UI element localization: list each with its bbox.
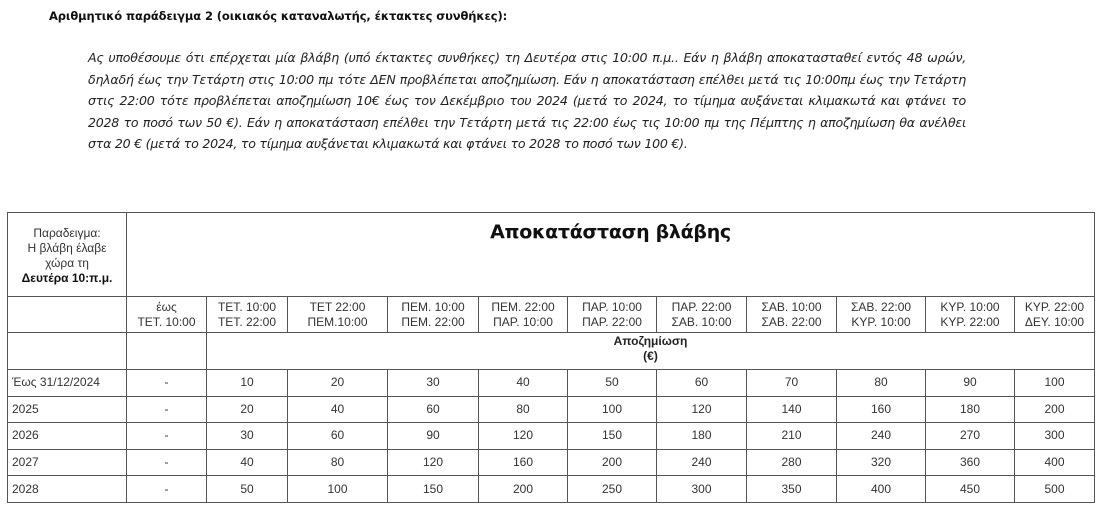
unit-label: Αποζημίωση (613, 334, 688, 348)
compensation-value: 90 (926, 370, 1015, 397)
period-header-cell (657, 297, 747, 333)
compensation-value: 40 (288, 396, 388, 423)
compensation-value: - (127, 476, 207, 503)
compensation-value: 160 (479, 449, 568, 476)
compensation-value: 210 (747, 423, 837, 450)
compensation-value: 320 (837, 449, 926, 476)
table-row (8, 396, 1095, 423)
compensation-value: 180 (657, 423, 747, 450)
period-from: ΠΕΜ. 10:00 (401, 299, 465, 314)
compensation-value: 360 (926, 449, 1015, 476)
compensation-value: 240 (657, 449, 747, 476)
corner-line: Η βλάβη έλαβε (27, 240, 107, 255)
empty-cell (8, 333, 127, 370)
compensation-value: 140 (747, 396, 837, 423)
compensation-value: 100 (288, 476, 388, 503)
period-header-cell (388, 297, 479, 333)
period-to: ΣΑΒ. 22:00 (761, 314, 822, 329)
row-label: Έως 31/12/2024 (8, 370, 127, 397)
compensation-value: 150 (568, 423, 657, 450)
compensation-value: 120 (657, 396, 747, 423)
table-header-row (8, 213, 1095, 297)
period-from: ΣΑΒ. 22:00 (850, 299, 912, 314)
empty-cell (127, 333, 207, 370)
compensation-value: 200 (568, 449, 657, 476)
compensation-value: 400 (1015, 449, 1095, 476)
compensation-value: 200 (479, 476, 568, 503)
compensation-value: 200 (1015, 396, 1095, 423)
period-to: ΠΑΡ. 22:00 (582, 314, 642, 329)
row-label: 2026 (8, 423, 127, 450)
compensation-value: 450 (926, 476, 1015, 503)
compensation-value: 30 (388, 370, 479, 397)
compensation-value: - (127, 370, 207, 397)
compensation-value: 80 (837, 370, 926, 397)
compensation-value: 10 (207, 370, 288, 397)
period-header-cell (747, 297, 837, 333)
compensation-value: 300 (657, 476, 747, 503)
period-header-cell (207, 297, 288, 333)
corner-line: Παραδειγμα: (33, 225, 101, 240)
compensation-table (7, 212, 1095, 503)
period-header-cell (926, 297, 1015, 333)
unit-row (8, 333, 1095, 370)
compensation-value: 30 (207, 423, 288, 450)
compensation-value: 270 (926, 423, 1015, 450)
compensation-value: 50 (568, 370, 657, 397)
compensation-value: 40 (207, 449, 288, 476)
period-to: ΠΑΡ. 10:00 (493, 314, 553, 329)
compensation-value: 60 (288, 423, 388, 450)
section-heading: Αριθμητικό παράδειγμα 2 (οικιακός καταναλωτής, έκτακτες συνθήκες): (49, 9, 508, 23)
corner-line-bold: Δευτέρα 10:π.μ. (21, 270, 113, 285)
compensation-value: 90 (388, 423, 479, 450)
period-to: ΠΕΜ. 22:00 (401, 314, 465, 329)
period-to: ΚΥΡ. 10:00 (851, 314, 911, 329)
compensation-value: 70 (747, 370, 837, 397)
table-row (8, 423, 1095, 450)
compensation-value: 20 (288, 370, 388, 397)
corner-line: χώρα τη (45, 255, 89, 270)
period-from: έως (156, 299, 177, 314)
compensation-value: 80 (288, 449, 388, 476)
period-header-cell (837, 297, 926, 333)
compensation-value: 250 (568, 476, 657, 503)
period-from: ΠΕΜ. 22:00 (491, 299, 555, 314)
table-row (8, 370, 1095, 397)
compensation-value: 20 (207, 396, 288, 423)
compensation-value: 100 (568, 396, 657, 423)
compensation-value: 40 (479, 370, 568, 397)
row-label: 2025 (8, 396, 127, 423)
compensation-value: 60 (388, 396, 479, 423)
compensation-value: 150 (388, 476, 479, 503)
period-to: ΚΥΡ. 22:00 (940, 314, 1000, 329)
compensation-value: 100 (1015, 370, 1095, 397)
compensation-value: 120 (388, 449, 479, 476)
compensation-value: 500 (1015, 476, 1095, 503)
period-header-cell (479, 297, 568, 333)
period-to: ΣΑΒ. 10:00 (671, 314, 732, 329)
compensation-value: - (127, 396, 207, 423)
compensation-value: 240 (837, 423, 926, 450)
period-from: ΤΕΤ 22:00 (309, 299, 366, 314)
period-header-cell (568, 297, 657, 333)
compensation-value: 280 (747, 449, 837, 476)
period-to: ΤΕΤ. 22:00 (217, 314, 277, 329)
compensation-value: 80 (479, 396, 568, 423)
compensation-value: 300 (1015, 423, 1095, 450)
table-title-cell (127, 213, 1095, 297)
example-corner-cell (8, 213, 127, 297)
period-from: ΠΑΡ. 10:00 (582, 299, 642, 314)
period-to: ΠΕΜ.10:00 (307, 314, 368, 329)
period-header-cell (127, 297, 207, 333)
compensation-value: 400 (837, 476, 926, 503)
unit-symbol: (€) (643, 349, 658, 363)
period-header-cell (288, 297, 388, 333)
empty-cell (8, 297, 127, 333)
period-from: ΤΕΤ. 10:00 (217, 299, 277, 314)
compensation-value: 60 (657, 370, 747, 397)
period-header-row (8, 297, 1095, 333)
example-paragraph: Ας υποθέσουμε ότι επέρχεται μία βλάβη (υπό έκτακτες συνθήκες) τη Δευτέρα στις 10:00 π.μ.. Εάν η βλάβη αποκατασταθεί εντός 48 ωρών, δηλαδή έως την Τετάρτη στις 10:00 πμ τότε ΔΕΝ προβλέπεται αποζημίωση. Εάν η αποκατάσταση επέλθει μετά τις 10:00πμ έως την Τετάρτη στις 22:00 τότε προβλέπεται αποζημίωση 10€ έως τον Δεκέμβριο του 2024 (μετά το 2024, το τίμημα αυξάνεται κλιμακωτά και φτάνει το 2028 το ποσό των 50 €). Εάν η αποκατάσταση επέλθει την Τετάρτη μετά τις 22:00 έως τις 10:00 πμ της Πέμπτης η αποζημίωση θα ανέλθει στα 20 € (μετά το 2024, το τίμημα αυξάνεται κλιμακωτά και φτάνει το 2028 το ποσό των 100 €). (88, 50, 966, 151)
compensation-value: 50 (207, 476, 288, 503)
period-from: ΚΥΡ. 10:00 (940, 299, 1000, 314)
period-from: ΣΑΒ. 10:00 (761, 299, 822, 314)
table-title: Αποκατάσταση βλάβης (490, 221, 731, 243)
period-header-cell (1015, 297, 1095, 333)
period-to: ΔΕΥ. 10:00 (1024, 314, 1085, 329)
table-row (8, 476, 1095, 503)
period-to: ΤΕΤ. 10:00 (137, 314, 196, 329)
row-label: 2027 (8, 449, 127, 476)
compensation-value: 180 (926, 396, 1015, 423)
period-from: ΠΑΡ. 22:00 (671, 299, 732, 314)
compensation-value: 120 (479, 423, 568, 450)
period-from: ΚΥΡ. 22:00 (1024, 299, 1085, 314)
compensation-value: 160 (837, 396, 926, 423)
row-label: 2028 (8, 476, 127, 503)
compensation-value: - (127, 449, 207, 476)
compensation-value: 350 (747, 476, 837, 503)
unit-label-cell (207, 333, 1095, 370)
table-row (8, 449, 1095, 476)
compensation-value: - (127, 423, 207, 450)
